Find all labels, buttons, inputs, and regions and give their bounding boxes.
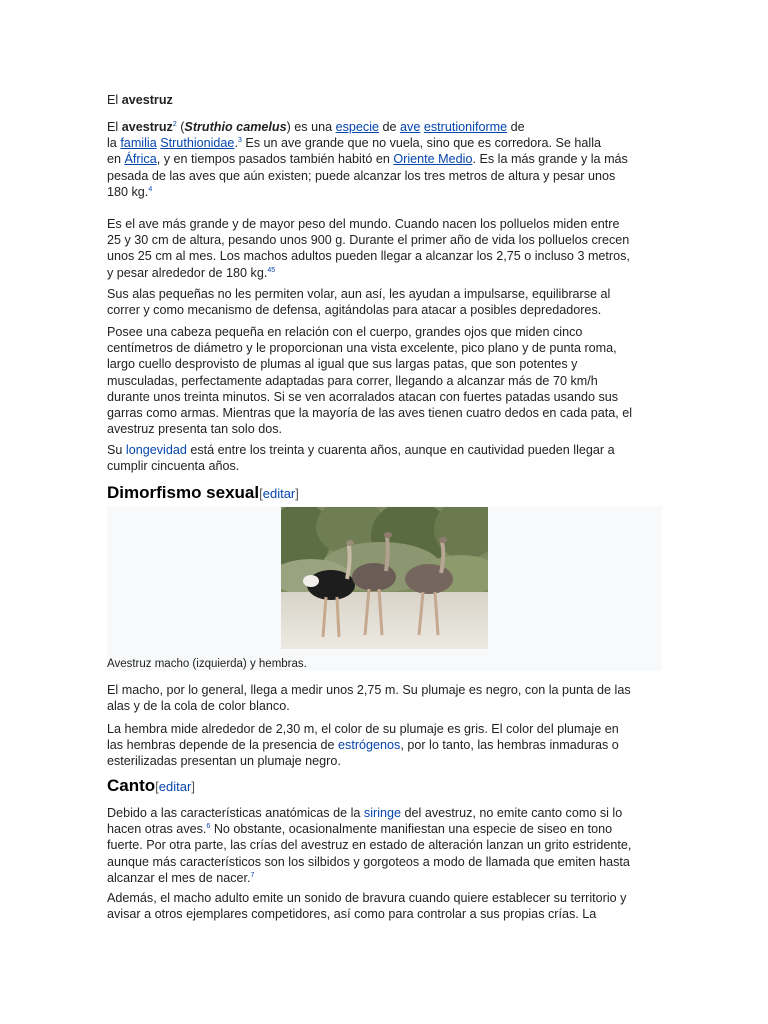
ref-3[interactable]: 3 (237, 137, 242, 145)
document-title (107, 92, 667, 108)
heading-dimorfismo-sexual: Dimorfismo sexual[editar] (107, 483, 299, 502)
ostrich-illustration (281, 507, 488, 649)
paragraph-wings: Sus alas pequeñas no les permiten volar, aun así, les ayudan a impulsarse, equilibrarse al correr y como mecanismo de defensa, agitándolas para atacar a posibles depredadores. (107, 287, 611, 318)
link-familia[interactable]: familia (120, 136, 157, 151)
ref-7[interactable]: 7 (250, 871, 255, 879)
edit-link[interactable]: editar (158, 779, 192, 794)
link-estrutioniforme[interactable]: estrutioniforme (423, 120, 508, 134)
paragraph-canto: Debido a las características anatómicas de la siringe del avestruz, no emite canto como si lo hacen otras aves.$^6$ No obstante, ocasionalmente manifiestan una especie de siseo en tono fuerte. Por otra parte, las crías del avestruz en estado de alteración lanzan un grito estridente, aunque más característicos son los silbidos y gorgoteos a modo de llamada que emiten hasta alcanzar el mes de nacer.$^7$ (107, 806, 632, 885)
intro-paragraph: El avestruz$^2$ (Struthio camelus) es una especie de ave estrutioniforme de la familia Struthionidae.$^3$ Es un ave grande que no vuela, sino que es corredora. Se halla en África, y en tiempos pasados también habitó en Oriente Medio. Es la más grande y la más pesada de las aves que aún existen; puede alcanzar los tres metros de altura y pesar unos 180 kg.$^4$ (107, 120, 628, 199)
link-especie[interactable]: especie (335, 120, 380, 134)
heading-canto: Canto[editar] (107, 776, 195, 795)
paragraph-anatomy: Posee una cabeza pequeña en relación con el cuerpo, grandes ojos que miden cinco centímetros de diámetro y le proporcionan una vista excelente, pico plano y de punta roma, largo cuello desprovisto de plumas al igual que sus largas patas, que son potentes y musculadas, perfectamente adaptadas para correr, llegando a alcanzar más de 70 km/h durante unos treinta minutos. Si se ven acorralados atacan con fuertes patadas usando sus garras como armas. Mientras que la mayoría de las aves tienen cuatro dedos en cada pata, el avestruz presenta tan solo dos. (107, 325, 633, 437)
paragraph-male: El macho, por lo general, llega a medir unos 2,75 m. Su plumaje es negro, con la punta de las alas y de la cola de color blanco. (107, 683, 631, 714)
figure-ostriches (107, 506, 662, 671)
paragraph-size: Es el ave más grande y de mayor peso del mundo. Cuando nacen los polluelos miden entre 25 y 30 cm de altura, pesando unos 900 g. Durante el primer año de vida los polluelos crecen unos 25 cm al mes. Los machos adultos pueden llegar a alcanzar los 2,75 o incluso 3 metros, y pesar alrededor de 180 kg.$^{45}$ (107, 217, 630, 280)
link-longevidad[interactable]: longevidad (125, 443, 187, 457)
paragraph-bravura: Además, el macho adulto emite un sonido de bravura cuando quiere establecer su territorio y avisar a otros ejemplares competidores, así como para controlar a sus propias crías. La (107, 891, 627, 922)
link-ave[interactable]: ave (400, 120, 421, 134)
paragraph-longevity: Su longevidad está entre los treinta y cuarenta años, aunque en cautividad pueden llegar a cumplir cincuenta años. (107, 443, 615, 474)
link-oriente-medio[interactable]: Oriente Medio (393, 152, 473, 167)
heading-text: Dimorfismo sexual (107, 483, 260, 502)
ref-4[interactable]: 4 (148, 185, 153, 193)
link-estrogenos[interactable]: estrógenos (338, 738, 401, 753)
ostrich-photo (281, 507, 488, 649)
link-struthionidae[interactable]: Struthionidae (160, 136, 235, 151)
heading-text: Canto (107, 776, 156, 795)
ref-6[interactable]: 6 (206, 823, 211, 831)
ref-45[interactable]: 45 (267, 266, 276, 274)
title-bold: avestruz (121, 93, 173, 107)
ref-2[interactable]: 2 (172, 121, 177, 128)
title-prefix: El (107, 93, 122, 107)
link-siringe[interactable]: siringe (363, 806, 402, 820)
link-africa[interactable]: África (124, 152, 157, 167)
edit-link[interactable]: editar (262, 486, 296, 501)
figure-caption: Avestruz macho (izquierda) y hembras. (107, 658, 307, 670)
paragraph-female: La hembra mide alrededor de 2,30 m, el color de su plumaje es gris. El color del plumaje en las hembras depende de la presencia de estrógenos, por lo tanto, las hembras inmaduras o esterilizadas presentan un plumaje negro. (107, 722, 619, 769)
